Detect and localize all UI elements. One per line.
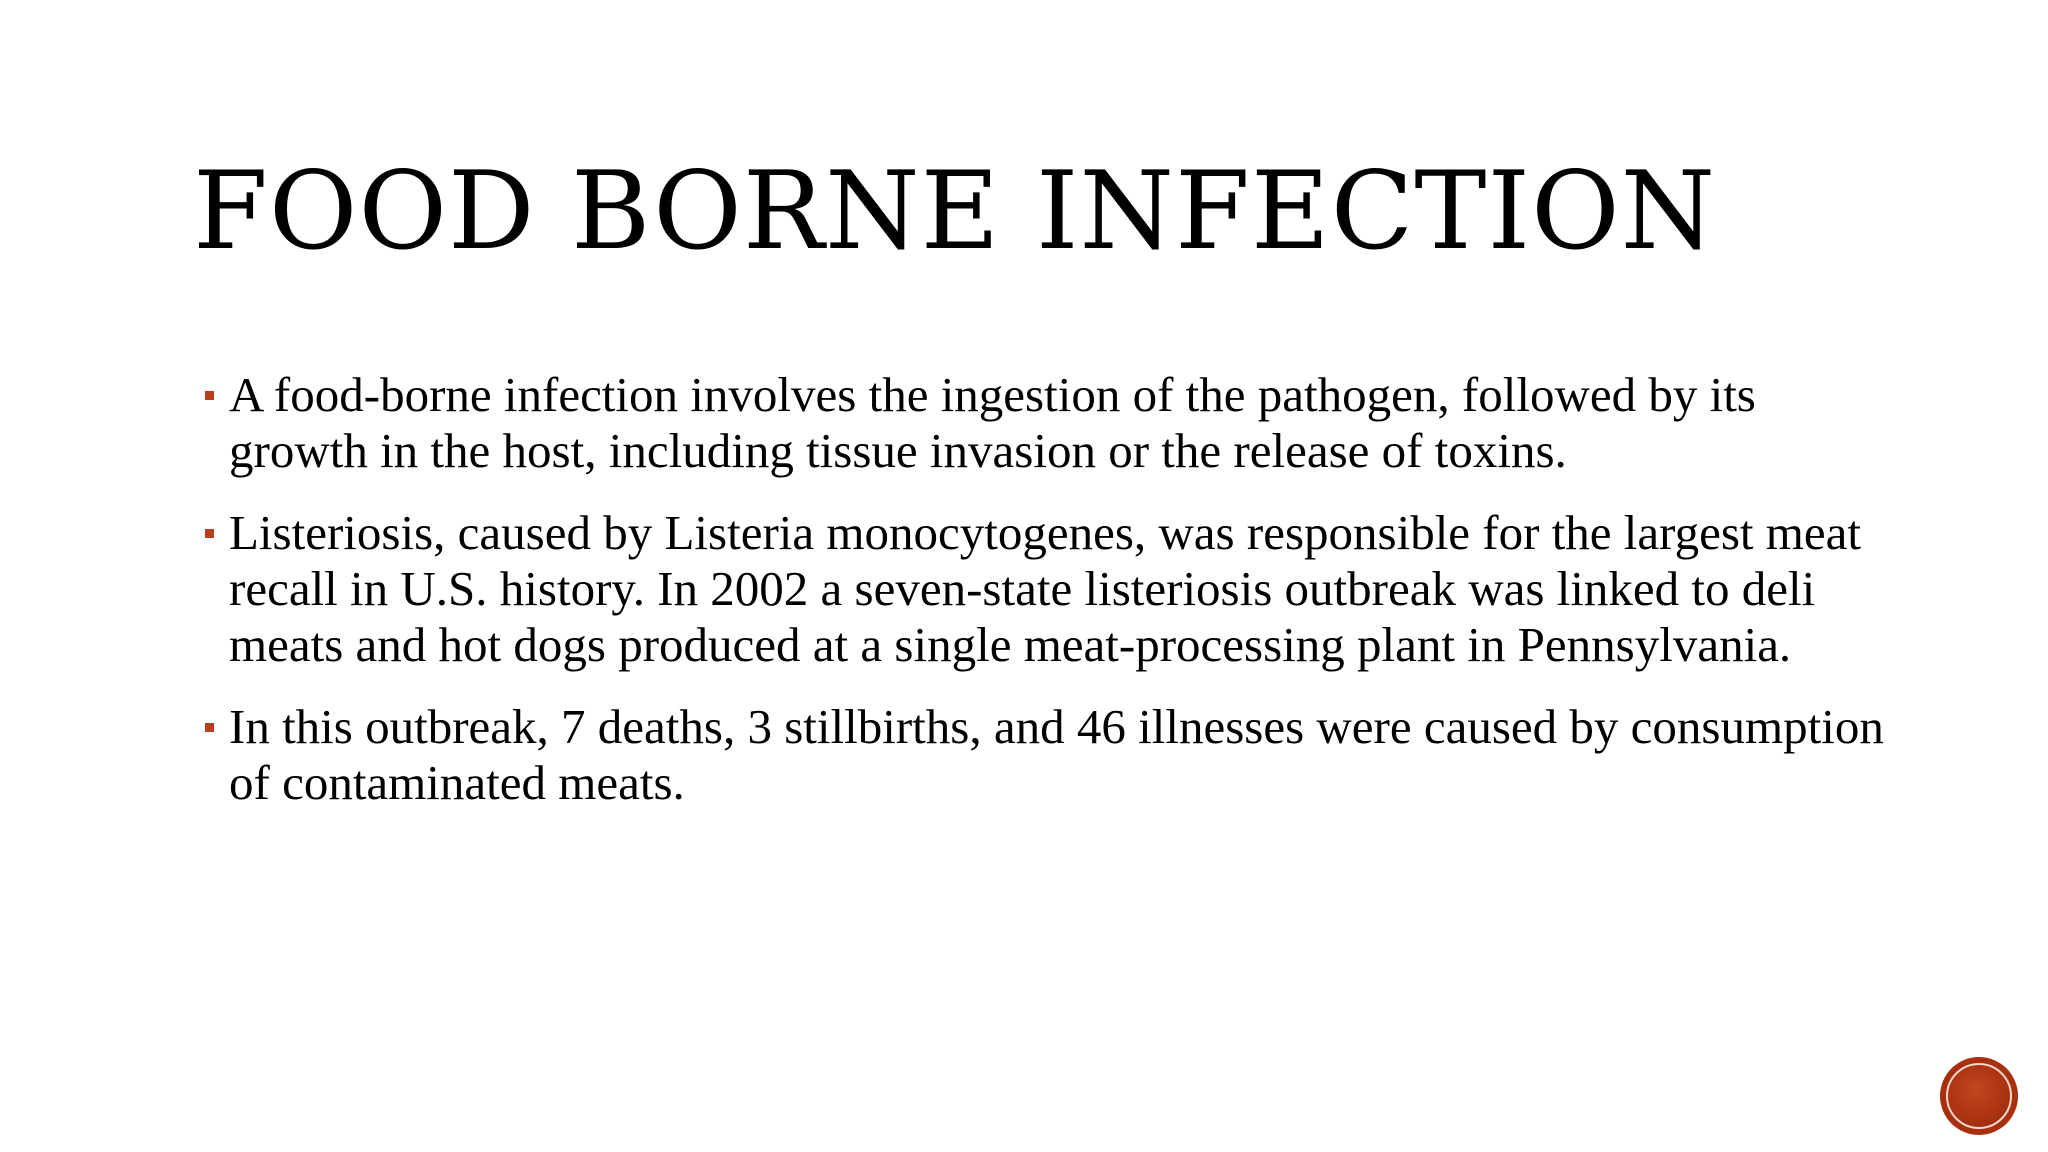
circle-badge-inner bbox=[1946, 1063, 2012, 1129]
square-bullet-icon bbox=[205, 723, 214, 732]
bullet-text: Listeriosis, caused by Listeria monocytogenes, was responsible for the largest meat recall in U.S. history. In 2002 a seven-state listeriosis outbreak was linked to deli meats and hot dogs produced at a single meat-processing plant in Pennsylvania. bbox=[229, 505, 1862, 672]
bullet-text: In this outbreak, 7 deaths, 3 stillbirths, and 46 illnesses were caused by consumption of contaminated meats. bbox=[229, 699, 1884, 810]
circle-badge-icon bbox=[1943, 1060, 2015, 1132]
square-bullet-icon bbox=[205, 391, 214, 400]
square-bullet-icon bbox=[205, 529, 214, 538]
bullet-item bbox=[200, 367, 1900, 479]
bullet-item bbox=[200, 699, 1900, 811]
bullet-item bbox=[200, 505, 1900, 673]
bullet-list bbox=[200, 367, 1900, 837]
bullet-text: A food-borne infection involves the ingestion of the pathogen, followed by its growth in the host, including tissue invasion or the release of toxins. bbox=[229, 367, 1756, 478]
slide-title: FOOD BORNE INFECTION bbox=[193, 149, 1717, 274]
